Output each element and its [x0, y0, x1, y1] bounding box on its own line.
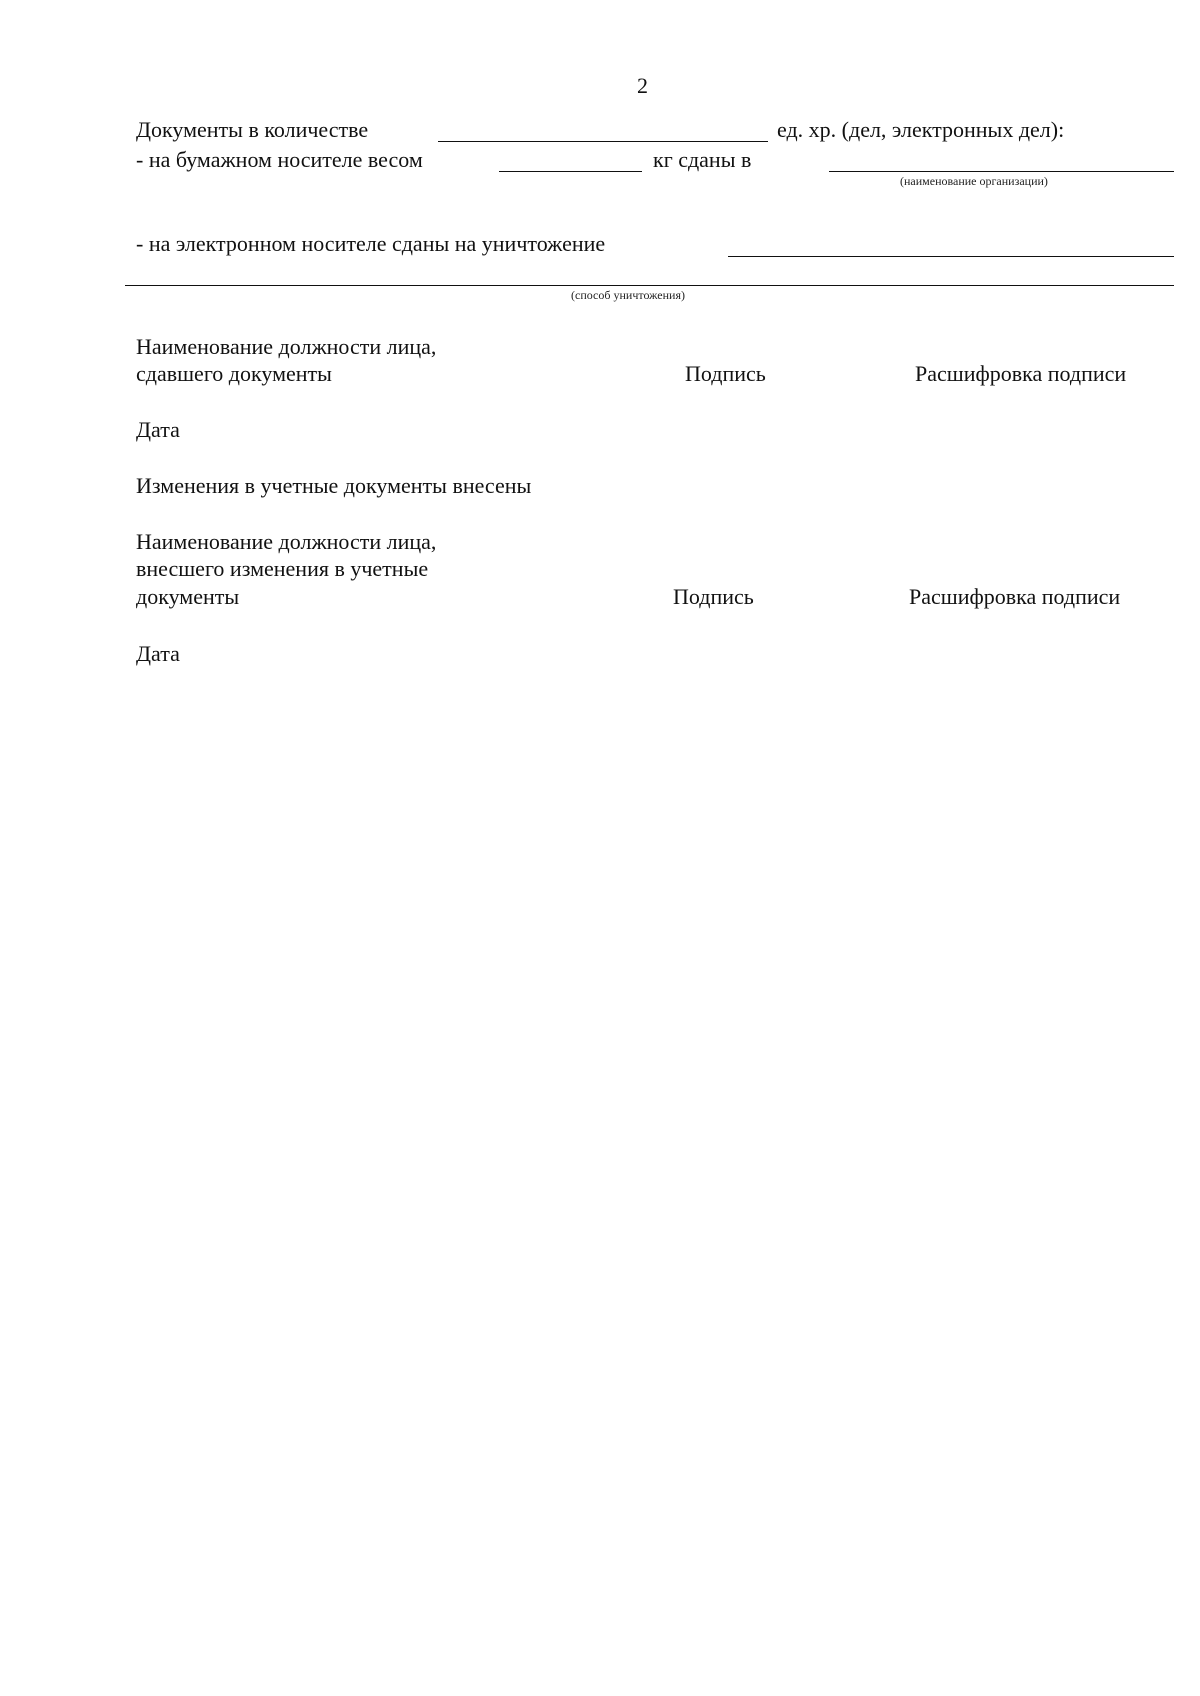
organization-field[interactable]	[829, 171, 1174, 172]
changes-position-label-line1: Наименование должности лица,	[136, 529, 437, 554]
kg-delivered-label: кг сданы в	[653, 147, 752, 172]
changes-position-label-line3: документы	[136, 584, 240, 609]
destruction-method-field-part1[interactable]	[728, 256, 1174, 257]
documents-count-label: Документы в количестве	[136, 117, 369, 142]
changes-date-label: Дата	[136, 641, 180, 666]
destruction-method-field-part2[interactable]	[125, 285, 1174, 286]
paper-weight-label: - на бумажном носителе весом	[136, 147, 423, 172]
electronic-destruction-label: - на электронном носителе сданы на уничтожение	[136, 231, 606, 256]
handover-position-label-line2: сдавшего документы	[136, 361, 332, 386]
documents-count-field[interactable]	[438, 141, 768, 142]
handover-position-label-line1: Наименование должности лица,	[136, 334, 437, 359]
changes-statement: Изменения в учетные документы внесены	[136, 473, 532, 498]
handover-signature-label: Подпись	[685, 361, 766, 386]
changes-position-label-line2: внесшего изменения в учетные	[136, 556, 429, 581]
organization-caption: (наименование организации)	[900, 174, 1048, 188]
handover-signature-decoding-label: Расшифровка подписи	[915, 361, 1127, 386]
paper-weight-field[interactable]	[499, 171, 642, 172]
changes-signature-decoding-label: Расшифровка подписи	[909, 584, 1121, 609]
changes-signature-label: Подпись	[673, 584, 754, 609]
destruction-method-caption: (способ уничтожения)	[571, 288, 685, 302]
page-number: 2	[637, 73, 648, 98]
storage-units-label: ед. хр. (дел, электронных дел):	[777, 117, 1065, 142]
handover-date-label: Дата	[136, 417, 180, 442]
